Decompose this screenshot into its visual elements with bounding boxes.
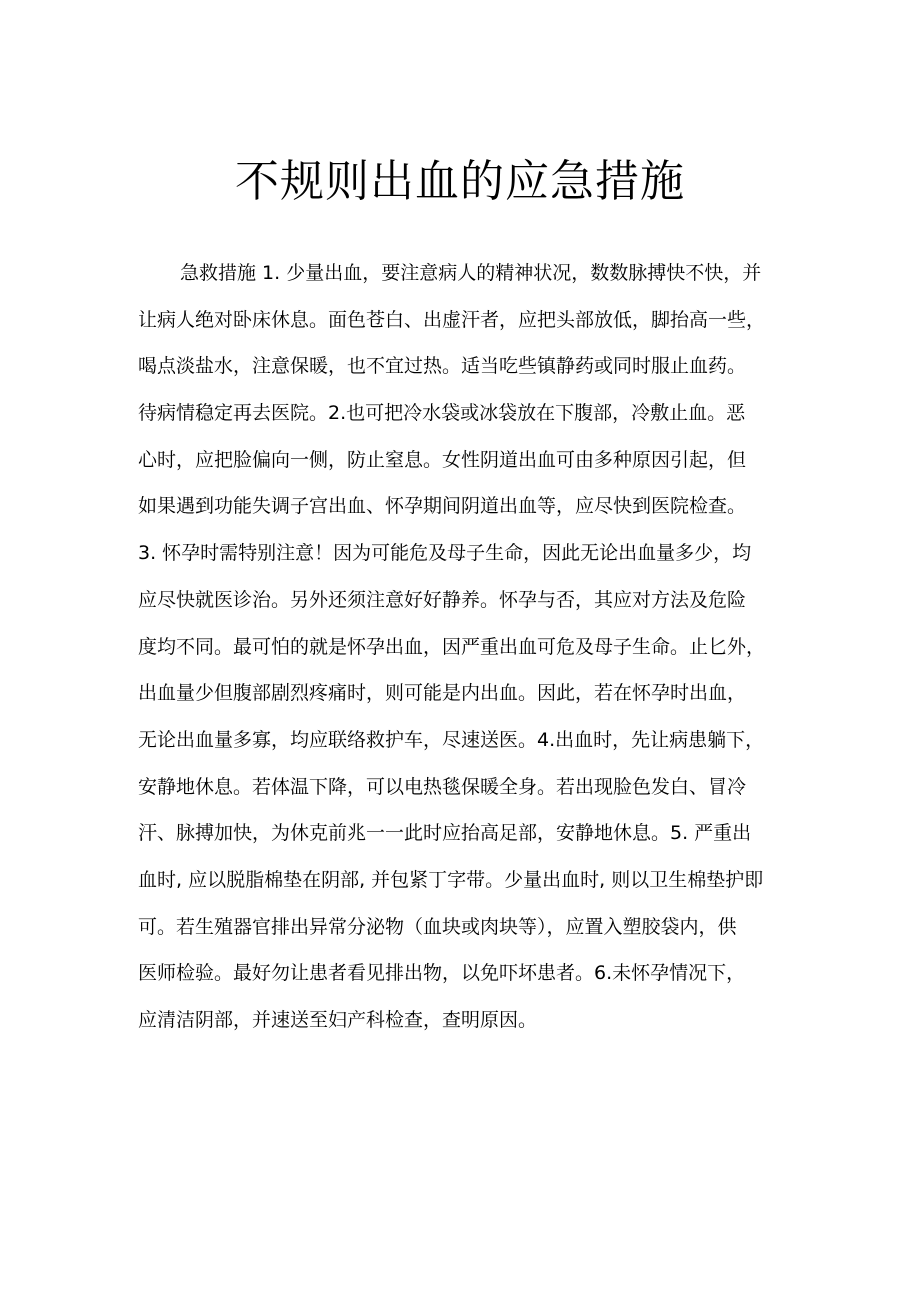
body-line: 度均不同。最可怕的就是怀孕出血，因严重出血可危及母子生命。止匕外， xyxy=(138,635,766,658)
body-line: 出血量少但腹部剧烈疼痛时，则可能是内出血。因此，若在怀孕时出血， xyxy=(138,682,747,705)
body-line: 让病人绝对卧床休息。面色苍白、出虚汗者，应把头部放低，脚抬高一些， xyxy=(138,308,766,331)
body-line: 汗、脉搏加快，为休克前兆一一此时应抬高足部，安静地休息。5. 严重出 xyxy=(138,822,752,845)
body-line: 无论出血量多寡，均应联络救护车，尽速送医。4.出血时，先让病患躺下， xyxy=(138,728,765,751)
body-line: 急救措施 1. 少量出血，要注意病人的精神状况，数数脉搏快不快，并 xyxy=(180,262,762,284)
body-line: 如果遇到功能失调子宫出血、怀孕期间阴道出血等，应尽快到医院检查。 xyxy=(138,495,747,518)
document-title: 不规则出血的应急措施 xyxy=(235,156,685,207)
document-body xyxy=(138,250,788,1044)
body-line: 心时，应把脸偏向一侧，防止窒息。女性阴道出血可由多种原因引起，但 xyxy=(138,448,747,471)
body-line: 可。若生殖器官排出异常分泌物（血块或肉块等），应置入塑胶袋内，供 xyxy=(138,915,737,938)
body-line: 安静地休息。若体温下降，可以电热毯保暖全身。若出现脸色发白、冒冷 xyxy=(138,775,747,798)
body-line: 3. 怀孕时需特别注意！因为可能危及母子生命，因此无论出血量多少，均 xyxy=(138,542,752,565)
body-line: 应尽快就医诊治。另外还须注意好好静养。怀孕与否，其应对方法及危险 xyxy=(138,588,747,611)
body-line: 喝点淡盐水，注意保暖，也不宜过热。适当吃些镇静药或同时服止血药。 xyxy=(138,355,747,378)
body-line: 医师检验。最好勿让患者看见排出物，以免吓坏患者。6.未怀孕情况下， xyxy=(138,962,746,985)
body-line: 待病情稳定再去医院。2.也可把冷水袋或冰袋放在下腹部，冷敷止血。恶 xyxy=(138,402,746,425)
body-line: 血时, 应以脱脂棉垫在阴部, 并包紧丁字带。少量出血时, 则以卫生棉垫护即 xyxy=(138,868,764,891)
body-line: 应清洁阴部，并速送至妇产科检查，查明原因。 xyxy=(138,1009,538,1031)
